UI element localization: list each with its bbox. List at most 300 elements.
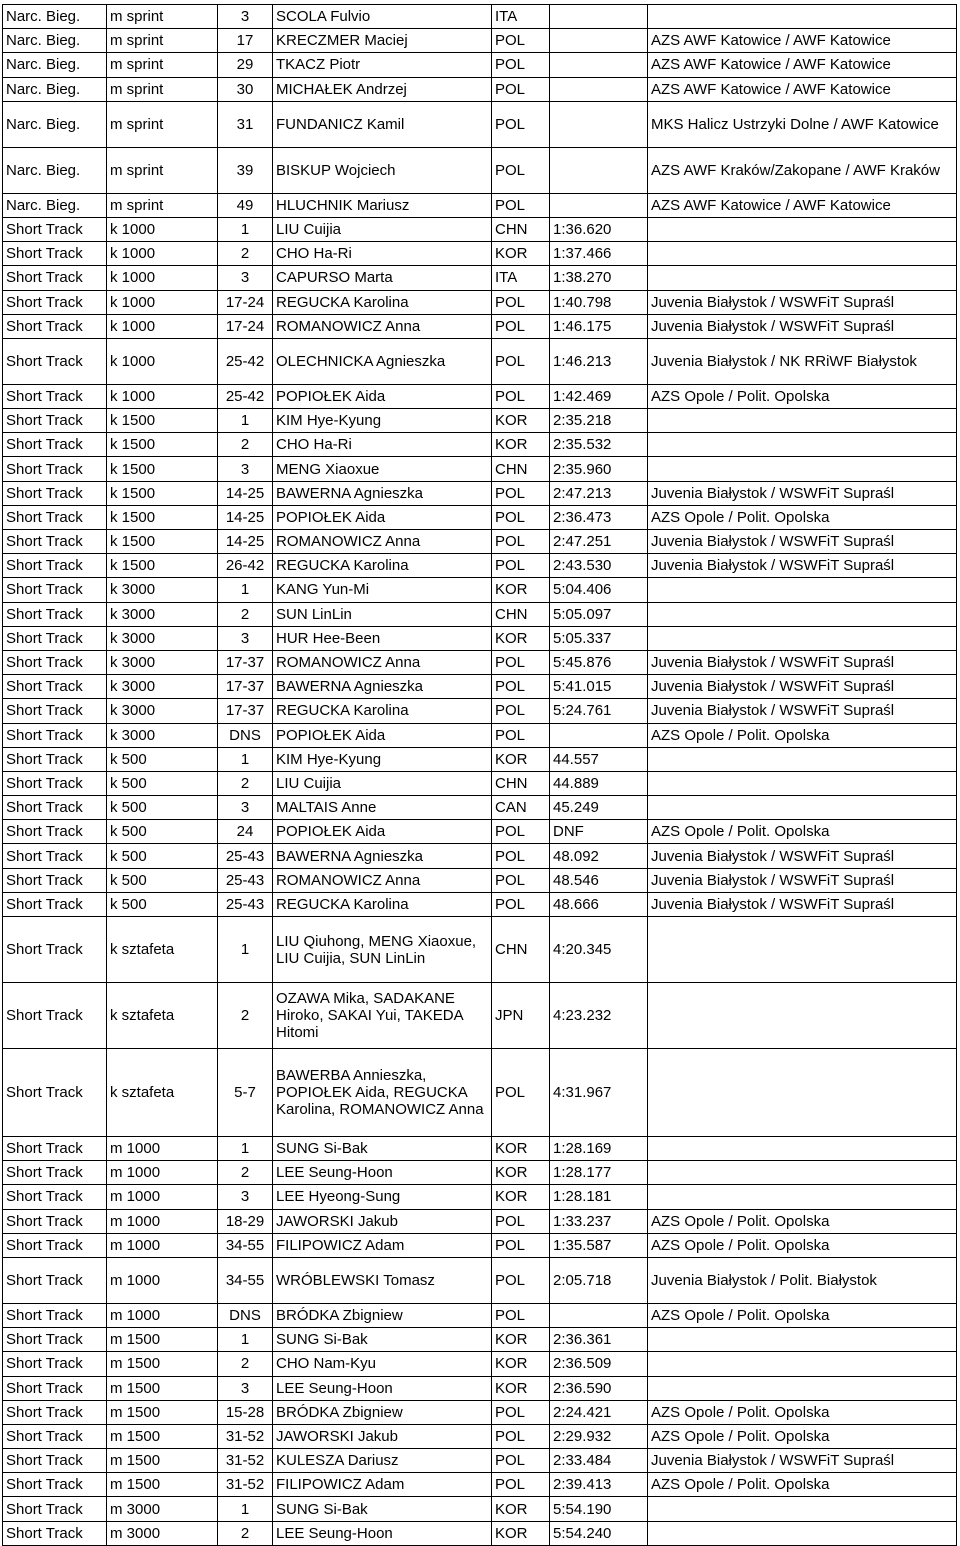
cell-place: 17-24 (218, 290, 273, 314)
cell-place: 3 (218, 796, 273, 820)
table-row (3, 602, 957, 626)
cell-athlete: BRÓDKA Zbigniew (273, 1400, 492, 1424)
cell-club: Juvenia Białystok / WSWFiT Supraśl (648, 868, 957, 892)
cell-sport: Short Track (3, 1376, 107, 1400)
cell-nationality: POL (492, 1233, 550, 1257)
cell-nationality: POL (492, 699, 550, 723)
cell-nationality: POL (492, 193, 550, 217)
cell-time: 5:05.097 (550, 602, 648, 626)
cell-place: 1 (218, 217, 273, 241)
cell-nationality: POL (492, 1049, 550, 1137)
cell-sport: Short Track (3, 1137, 107, 1161)
cell-club (648, 747, 957, 771)
cell-event: k 3000 (107, 699, 218, 723)
cell-club: AZS Opole / Polit. Opolska (648, 1473, 957, 1497)
cell-club: Juvenia Białystok / WSWFiT Supraśl (648, 675, 957, 699)
cell-nationality: POL (492, 844, 550, 868)
cell-nationality: POL (492, 290, 550, 314)
cell-athlete: POPIOŁEK Aida (273, 820, 492, 844)
cell-club: Juvenia Białystok / WSWFiT Supraśl (648, 554, 957, 578)
cell-time (550, 5, 648, 29)
cell-event: k 3000 (107, 675, 218, 699)
cell-event: m 1000 (107, 1137, 218, 1161)
table-row (3, 723, 957, 747)
cell-time: 1:37.466 (550, 242, 648, 266)
cell-club: Juvenia Białystok / WSWFiT Supraśl (648, 314, 957, 338)
cell-time: 5:24.761 (550, 699, 648, 723)
table-row (3, 147, 957, 193)
cell-athlete: POPIOŁEK Aida (273, 723, 492, 747)
cell-place: 1 (218, 747, 273, 771)
cell-athlete: REGUCKA Karolina (273, 290, 492, 314)
table-row (3, 433, 957, 457)
cell-place: 17-24 (218, 314, 273, 338)
cell-event: k 500 (107, 820, 218, 844)
cell-event: k 3000 (107, 723, 218, 747)
table-row (3, 1303, 957, 1327)
cell-place: 1 (218, 409, 273, 433)
cell-event: k 1000 (107, 266, 218, 290)
table-row (3, 892, 957, 916)
cell-time: 1:38.270 (550, 266, 648, 290)
cell-club (648, 1185, 957, 1209)
cell-time (550, 101, 648, 147)
cell-athlete: KIM Hye-Kyung (273, 747, 492, 771)
cell-nationality: POL (492, 1449, 550, 1473)
cell-club (648, 626, 957, 650)
cell-athlete: KRECZMER Maciej (273, 29, 492, 53)
table-row (3, 1424, 957, 1448)
cell-sport: Narc. Bieg. (3, 29, 107, 53)
table-row (3, 796, 957, 820)
cell-athlete: ROMANOWICZ Anna (273, 530, 492, 554)
table-row (3, 53, 957, 77)
cell-nationality: KOR (492, 626, 550, 650)
cell-time: 1:46.213 (550, 338, 648, 384)
cell-sport: Narc. Bieg. (3, 77, 107, 101)
cell-athlete: MENG Xiaoxue (273, 457, 492, 481)
cell-athlete: SCOLA Fulvio (273, 5, 492, 29)
cell-sport: Short Track (3, 290, 107, 314)
table-row (3, 820, 957, 844)
cell-nationality: POL (492, 650, 550, 674)
cell-event: m 1000 (107, 1257, 218, 1303)
cell-time: 48.546 (550, 868, 648, 892)
cell-place: 2 (218, 433, 273, 457)
cell-event: m sprint (107, 53, 218, 77)
cell-time (550, 723, 648, 747)
cell-athlete: FILIPOWICZ Adam (273, 1233, 492, 1257)
cell-time: 4:20.345 (550, 917, 648, 983)
cell-nationality: POL (492, 892, 550, 916)
table-row (3, 844, 957, 868)
cell-club: Juvenia Białystok / Polit. Białystok (648, 1257, 957, 1303)
cell-place: 2 (218, 602, 273, 626)
cell-place: 14-25 (218, 530, 273, 554)
cell-club: AZS Opole / Polit. Opolska (648, 505, 957, 529)
cell-event: m 1500 (107, 1449, 218, 1473)
cell-place: 2 (218, 242, 273, 266)
table-row (3, 338, 957, 384)
cell-time: 1:46.175 (550, 314, 648, 338)
cell-athlete: CHO Ha-Ri (273, 433, 492, 457)
cell-time: 5:05.337 (550, 626, 648, 650)
cell-event: k 1000 (107, 217, 218, 241)
results-table (2, 4, 957, 1546)
cell-club: AZS AWF Katowice / AWF Katowice (648, 77, 957, 101)
cell-sport: Short Track (3, 409, 107, 433)
cell-place: 3 (218, 5, 273, 29)
cell-place: 3 (218, 1185, 273, 1209)
cell-event: k sztafeta (107, 983, 218, 1049)
cell-event: k 1500 (107, 433, 218, 457)
cell-sport: Short Track (3, 699, 107, 723)
cell-club (648, 217, 957, 241)
cell-event: k 3000 (107, 650, 218, 674)
cell-time: 2:35.532 (550, 433, 648, 457)
table-row (3, 1449, 957, 1473)
cell-event: m 3000 (107, 1497, 218, 1521)
cell-athlete: BAWERNA Agnieszka (273, 481, 492, 505)
cell-place: 1 (218, 1137, 273, 1161)
cell-time: 2:36.509 (550, 1352, 648, 1376)
cell-nationality: KOR (492, 578, 550, 602)
cell-sport: Short Track (3, 796, 107, 820)
cell-club (648, 457, 957, 481)
cell-athlete: CHO Ha-Ri (273, 242, 492, 266)
table-row (3, 578, 957, 602)
cell-sport: Short Track (3, 626, 107, 650)
table-row (3, 1521, 957, 1545)
cell-club: Juvenia Białystok / WSWFiT Supraśl (648, 1449, 957, 1473)
cell-time: 1:28.169 (550, 1137, 648, 1161)
cell-event: m sprint (107, 193, 218, 217)
cell-sport: Short Track (3, 602, 107, 626)
cell-club: Juvenia Białystok / WSWFiT Supraśl (648, 650, 957, 674)
cell-athlete: REGUCKA Karolina (273, 699, 492, 723)
cell-sport: Short Track (3, 530, 107, 554)
cell-athlete: BAWERBA Annieszka, POPIOŁEK Aida, REGUCKA Karolina, ROMANOWICZ Anna (273, 1049, 492, 1137)
cell-time: 44.557 (550, 747, 648, 771)
cell-club: Juvenia Białystok / WSWFiT Supraśl (648, 699, 957, 723)
cell-sport: Short Track (3, 578, 107, 602)
cell-time: 48.666 (550, 892, 648, 916)
cell-nationality: CHN (492, 917, 550, 983)
cell-club (648, 242, 957, 266)
cell-nationality: KOR (492, 433, 550, 457)
cell-sport: Narc. Bieg. (3, 193, 107, 217)
cell-nationality: POL (492, 29, 550, 53)
cell-athlete: LIU Qiuhong, MENG Xiaoxue, LIU Cuijia, SUN LinLin (273, 917, 492, 983)
cell-time: 2:36.590 (550, 1376, 648, 1400)
cell-athlete: FILIPOWICZ Adam (273, 1473, 492, 1497)
cell-place: 30 (218, 77, 273, 101)
cell-sport: Narc. Bieg. (3, 53, 107, 77)
cell-time (550, 1303, 648, 1327)
cell-sport: Short Track (3, 1352, 107, 1376)
cell-place: 3 (218, 457, 273, 481)
cell-athlete: MICHAŁEK Andrzej (273, 77, 492, 101)
cell-place: 39 (218, 147, 273, 193)
cell-event: k 3000 (107, 578, 218, 602)
cell-athlete: SUNG Si-Bak (273, 1137, 492, 1161)
cell-nationality: POL (492, 505, 550, 529)
cell-athlete: HUR Hee-Been (273, 626, 492, 650)
cell-nationality: POL (492, 147, 550, 193)
cell-sport: Short Track (3, 917, 107, 983)
cell-time: 44.889 (550, 771, 648, 795)
cell-athlete: TKACZ Piotr (273, 53, 492, 77)
table-row (3, 1473, 957, 1497)
cell-time: 2:39.413 (550, 1473, 648, 1497)
cell-athlete: POPIOŁEK Aida (273, 384, 492, 408)
cell-athlete: BAWERNA Agnieszka (273, 675, 492, 699)
table-row (3, 530, 957, 554)
cell-nationality: CHN (492, 771, 550, 795)
cell-event: k 1500 (107, 505, 218, 529)
cell-time: 1:28.181 (550, 1185, 648, 1209)
cell-sport: Short Track (3, 1473, 107, 1497)
cell-club (648, 1497, 957, 1521)
cell-time: 2:35.960 (550, 457, 648, 481)
cell-place: 3 (218, 266, 273, 290)
cell-place: 24 (218, 820, 273, 844)
cell-sport: Short Track (3, 675, 107, 699)
cell-place: 25-43 (218, 892, 273, 916)
cell-sport: Narc. Bieg. (3, 147, 107, 193)
cell-athlete: WRÓBLEWSKI Tomasz (273, 1257, 492, 1303)
cell-sport: Short Track (3, 505, 107, 529)
cell-event: m 1500 (107, 1473, 218, 1497)
cell-club: AZS AWF Katowice / AWF Katowice (648, 193, 957, 217)
cell-time: 1:28.177 (550, 1161, 648, 1185)
cell-time: 2:43.530 (550, 554, 648, 578)
cell-time: 2:35.218 (550, 409, 648, 433)
cell-place: 2 (218, 1521, 273, 1545)
table-row (3, 771, 957, 795)
table-row (3, 554, 957, 578)
cell-sport: Short Track (3, 868, 107, 892)
cell-event: k 1000 (107, 338, 218, 384)
cell-sport: Short Track (3, 457, 107, 481)
cell-time: 1:33.237 (550, 1209, 648, 1233)
cell-sport: Short Track (3, 1257, 107, 1303)
cell-athlete: LEE Seung-Hoon (273, 1521, 492, 1545)
cell-club (648, 1049, 957, 1137)
cell-club (648, 602, 957, 626)
cell-place: 31-52 (218, 1449, 273, 1473)
cell-event: m sprint (107, 5, 218, 29)
cell-nationality: POL (492, 868, 550, 892)
cell-athlete: POPIOŁEK Aida (273, 505, 492, 529)
cell-time: 48.092 (550, 844, 648, 868)
cell-time: 4:23.232 (550, 983, 648, 1049)
cell-nationality: POL (492, 820, 550, 844)
cell-athlete: BAWERNA Agnieszka (273, 844, 492, 868)
cell-nationality: POL (492, 53, 550, 77)
cell-place: 18-29 (218, 1209, 273, 1233)
cell-nationality: ITA (492, 266, 550, 290)
cell-sport: Short Track (3, 892, 107, 916)
cell-nationality: JPN (492, 983, 550, 1049)
cell-nationality: KOR (492, 1137, 550, 1161)
cell-club: AZS Opole / Polit. Opolska (648, 723, 957, 747)
cell-place: 1 (218, 917, 273, 983)
cell-time: 2:05.718 (550, 1257, 648, 1303)
cell-club (648, 771, 957, 795)
cell-nationality: POL (492, 1257, 550, 1303)
cell-sport: Short Track (3, 384, 107, 408)
cell-sport: Narc. Bieg. (3, 101, 107, 147)
cell-club (648, 1521, 957, 1545)
cell-time (550, 193, 648, 217)
cell-nationality: POL (492, 1209, 550, 1233)
table-row (3, 217, 957, 241)
cell-time: 2:47.251 (550, 530, 648, 554)
cell-event: m 1500 (107, 1400, 218, 1424)
cell-sport: Short Track (3, 242, 107, 266)
cell-time: 2:36.473 (550, 505, 648, 529)
cell-athlete: HLUCHNIK Mariusz (273, 193, 492, 217)
cell-sport: Short Track (3, 217, 107, 241)
cell-athlete: JAWORSKI Jakub (273, 1209, 492, 1233)
table-row (3, 1497, 957, 1521)
cell-event: k 500 (107, 868, 218, 892)
cell-sport: Short Track (3, 1303, 107, 1327)
cell-sport: Short Track (3, 433, 107, 457)
cell-place: 31-52 (218, 1473, 273, 1497)
cell-time (550, 53, 648, 77)
cell-place: 14-25 (218, 505, 273, 529)
table-row (3, 1328, 957, 1352)
cell-sport: Short Track (3, 1049, 107, 1137)
cell-athlete: SUNG Si-Bak (273, 1328, 492, 1352)
table-row (3, 1161, 957, 1185)
table-row (3, 290, 957, 314)
table-row (3, 626, 957, 650)
cell-sport: Short Track (3, 1424, 107, 1448)
cell-club: AZS Opole / Polit. Opolska (648, 1303, 957, 1327)
cell-nationality: CHN (492, 217, 550, 241)
cell-time: 5:41.015 (550, 675, 648, 699)
cell-place: DNS (218, 1303, 273, 1327)
cell-time: 5:54.240 (550, 1521, 648, 1545)
cell-nationality: KOR (492, 1328, 550, 1352)
cell-club (648, 433, 957, 457)
cell-place: 17-37 (218, 699, 273, 723)
table-row (3, 457, 957, 481)
table-row (3, 314, 957, 338)
cell-club (648, 917, 957, 983)
table-row (3, 384, 957, 408)
cell-place: 29 (218, 53, 273, 77)
cell-event: m sprint (107, 77, 218, 101)
cell-event: k 1500 (107, 481, 218, 505)
cell-sport: Short Track (3, 1233, 107, 1257)
cell-sport: Short Track (3, 1449, 107, 1473)
table-row (3, 505, 957, 529)
cell-club: AZS Opole / Polit. Opolska (648, 820, 957, 844)
table-row (3, 266, 957, 290)
cell-club (648, 1376, 957, 1400)
cell-athlete: KANG Yun-Mi (273, 578, 492, 602)
cell-nationality: POL (492, 101, 550, 147)
table-row (3, 747, 957, 771)
cell-nationality: POL (492, 384, 550, 408)
cell-place: 14-25 (218, 481, 273, 505)
cell-sport: Short Track (3, 771, 107, 795)
cell-time (550, 147, 648, 193)
cell-event: m 1500 (107, 1424, 218, 1448)
cell-sport: Short Track (3, 820, 107, 844)
cell-club: AZS Opole / Polit. Opolska (648, 384, 957, 408)
cell-event: m sprint (107, 101, 218, 147)
cell-sport: Short Track (3, 844, 107, 868)
cell-place: 2 (218, 771, 273, 795)
cell-place: 2 (218, 1161, 273, 1185)
cell-athlete: SUNG Si-Bak (273, 1497, 492, 1521)
cell-place: 2 (218, 1352, 273, 1376)
table-row (3, 29, 957, 53)
cell-club: Juvenia Białystok / WSWFiT Supraśl (648, 892, 957, 916)
cell-sport: Short Track (3, 1161, 107, 1185)
cell-nationality: CHN (492, 602, 550, 626)
cell-place: 25-42 (218, 384, 273, 408)
cell-event: k 500 (107, 747, 218, 771)
table-row (3, 917, 957, 983)
cell-event: m 3000 (107, 1521, 218, 1545)
cell-sport: Short Track (3, 747, 107, 771)
cell-sport: Short Track (3, 266, 107, 290)
cell-club: MKS Halicz Ustrzyki Dolne / AWF Katowice (648, 101, 957, 147)
cell-nationality: ITA (492, 5, 550, 29)
cell-event: m 1000 (107, 1161, 218, 1185)
cell-club (648, 1328, 957, 1352)
cell-event: k 500 (107, 844, 218, 868)
cell-athlete: CAPURSO Marta (273, 266, 492, 290)
cell-nationality: KOR (492, 1376, 550, 1400)
results-body (3, 5, 957, 1546)
cell-athlete: LEE Hyeong-Sung (273, 1185, 492, 1209)
cell-time: 1:36.620 (550, 217, 648, 241)
cell-time: DNF (550, 820, 648, 844)
cell-sport: Short Track (3, 1400, 107, 1424)
cell-athlete: REGUCKA Karolina (273, 554, 492, 578)
cell-club: Juvenia Białystok / WSWFiT Supraśl (648, 844, 957, 868)
cell-event: m 1500 (107, 1376, 218, 1400)
cell-athlete: MALTAIS Anne (273, 796, 492, 820)
cell-event: k sztafeta (107, 917, 218, 983)
cell-place: 17-37 (218, 675, 273, 699)
cell-nationality: POL (492, 723, 550, 747)
cell-place: 26-42 (218, 554, 273, 578)
cell-place: 34-55 (218, 1233, 273, 1257)
cell-place: 1 (218, 578, 273, 602)
cell-athlete: ROMANOWICZ Anna (273, 650, 492, 674)
table-row (3, 1185, 957, 1209)
cell-club (648, 5, 957, 29)
cell-club: Juvenia Białystok / WSWFiT Supraśl (648, 290, 957, 314)
table-row (3, 983, 957, 1049)
cell-athlete: LEE Seung-Hoon (273, 1161, 492, 1185)
cell-athlete: LIU Cuijia (273, 217, 492, 241)
cell-event: k 1000 (107, 384, 218, 408)
cell-nationality: POL (492, 554, 550, 578)
cell-event: k 1000 (107, 290, 218, 314)
cell-nationality: KOR (492, 1185, 550, 1209)
cell-time: 5:54.190 (550, 1497, 648, 1521)
cell-club: AZS Opole / Polit. Opolska (648, 1400, 957, 1424)
